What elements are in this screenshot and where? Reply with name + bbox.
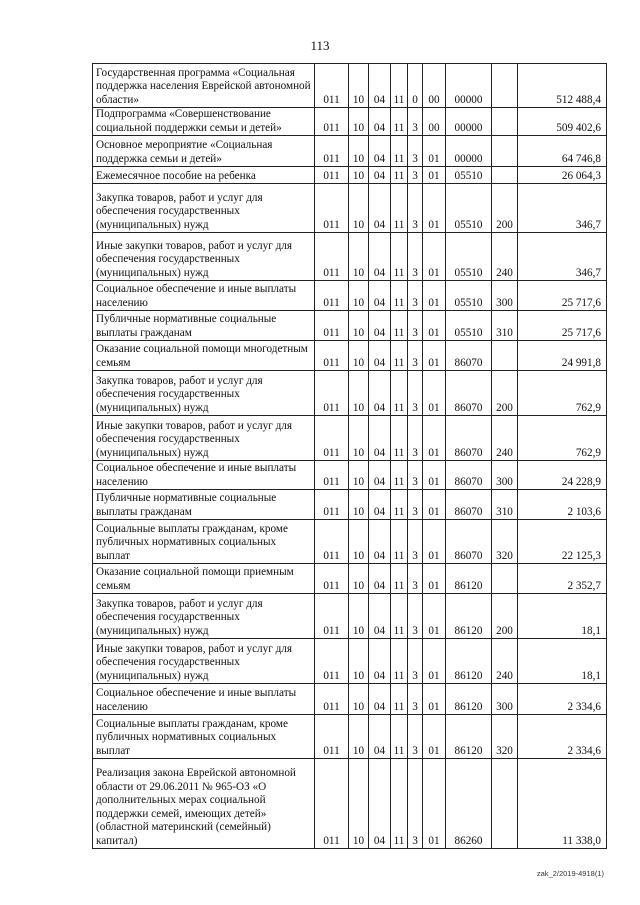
subprogram-code: 3 <box>408 167 423 184</box>
subsection-code: 04 <box>369 108 391 136</box>
section-code: 10 <box>349 461 369 490</box>
amount: 11 338,0 <box>518 759 607 849</box>
expense-direction-code: 00000 <box>446 108 492 136</box>
program-code: 11 <box>391 759 408 849</box>
table-row <box>93 371 607 416</box>
subprogram-code: 3 <box>408 311 423 341</box>
expense-direction-code: 86120 <box>446 639 492 684</box>
ministry-code: 011 <box>315 715 349 759</box>
section-code: 10 <box>349 684 369 715</box>
subprogram-code: 3 <box>408 136 423 167</box>
amount: 25 717,6 <box>518 281 607 311</box>
ministry-code: 011 <box>315 520 349 564</box>
section-code: 10 <box>349 639 369 684</box>
expense-direction-code: 86120 <box>446 594 492 639</box>
amount: 346,7 <box>518 184 607 233</box>
subsection-code: 04 <box>369 715 391 759</box>
row-name: Закупка товаров, работ и услуг для обеспечения государственных (муниципальных) нужд <box>93 371 315 416</box>
main-activity-code: 01 <box>423 715 446 759</box>
row-name: Публичные нормативные социальные выплаты гражданам <box>93 311 315 341</box>
section-code: 10 <box>349 108 369 136</box>
subsection-code: 04 <box>369 167 391 184</box>
section-code: 10 <box>349 64 369 108</box>
program-code: 11 <box>391 416 408 461</box>
amount: 2 334,6 <box>518 715 607 759</box>
section-code: 10 <box>349 520 369 564</box>
main-activity-code: 01 <box>423 564 446 594</box>
expense-type-code: 310 <box>492 490 518 520</box>
section-code: 10 <box>349 184 369 233</box>
ministry-code: 011 <box>315 416 349 461</box>
table-row <box>93 136 607 167</box>
expense-type-code: 240 <box>492 233 518 281</box>
row-name: Публичные нормативные социальные выплаты гражданам <box>93 490 315 520</box>
table-row <box>93 715 607 759</box>
ministry-code: 011 <box>315 759 349 849</box>
table-row <box>93 461 607 490</box>
ministry-code: 011 <box>315 639 349 684</box>
program-code: 11 <box>391 136 408 167</box>
expense-direction-code: 86120 <box>446 564 492 594</box>
expense-type-code: 200 <box>492 371 518 416</box>
expense-type-code <box>492 341 518 371</box>
expense-type-code: 200 <box>492 594 518 639</box>
amount: 25 717,6 <box>518 311 607 341</box>
amount: 24 991,8 <box>518 341 607 371</box>
program-code: 11 <box>391 108 408 136</box>
expense-type-code <box>492 108 518 136</box>
amount: 2 103,6 <box>518 490 607 520</box>
amount: 346,7 <box>518 233 607 281</box>
main-activity-code: 01 <box>423 520 446 564</box>
expense-direction-code: 86070 <box>446 461 492 490</box>
program-code: 11 <box>391 311 408 341</box>
table-row <box>93 341 607 371</box>
table-row <box>93 184 607 233</box>
subprogram-code: 3 <box>408 108 423 136</box>
row-name: Социальное обеспечение и иные выплаты населению <box>93 281 315 311</box>
subsection-code: 04 <box>369 371 391 416</box>
amount: 762,9 <box>518 371 607 416</box>
subsection-code: 04 <box>369 759 391 849</box>
expense-direction-code: 05510 <box>446 281 492 311</box>
section-code: 10 <box>349 416 369 461</box>
section-code: 10 <box>349 715 369 759</box>
expense-type-code: 320 <box>492 715 518 759</box>
subprogram-code: 3 <box>408 233 423 281</box>
row-name: Социальное обеспечение и иные выплаты населению <box>93 461 315 490</box>
section-code: 10 <box>349 341 369 371</box>
expense-direction-code: 00000 <box>446 64 492 108</box>
expense-direction-code: 00000 <box>446 136 492 167</box>
subprogram-code: 3 <box>408 759 423 849</box>
program-code: 11 <box>391 341 408 371</box>
program-code: 11 <box>391 594 408 639</box>
subsection-code: 04 <box>369 64 391 108</box>
expense-type-code: 300 <box>492 461 518 490</box>
section-code: 10 <box>349 490 369 520</box>
subprogram-code: 3 <box>408 281 423 311</box>
subprogram-code: 3 <box>408 715 423 759</box>
program-code: 11 <box>391 520 408 564</box>
program-code: 11 <box>391 233 408 281</box>
expense-direction-code: 86070 <box>446 371 492 416</box>
main-activity-code: 01 <box>423 281 446 311</box>
amount: 22 125,3 <box>518 520 607 564</box>
row-name: Социальные выплаты гражданам, кроме публичных нормативных социальных выплат <box>93 520 315 564</box>
program-code: 11 <box>391 167 408 184</box>
row-name: Иные закупки товаров, работ и услуг для обеспечения государственных (муниципальных) нужд <box>93 416 315 461</box>
row-name: Оказание социальной помощи многодетным семьям <box>93 341 315 371</box>
ministry-code: 011 <box>315 108 349 136</box>
expense-direction-code: 86070 <box>446 490 492 520</box>
row-name: Социальное обеспечение и иные выплаты населению <box>93 684 315 715</box>
amount: 762,9 <box>518 416 607 461</box>
ministry-code: 011 <box>315 461 349 490</box>
section-code: 10 <box>349 281 369 311</box>
table-row <box>93 416 607 461</box>
main-activity-code: 01 <box>423 311 446 341</box>
program-code: 11 <box>391 715 408 759</box>
section-code: 10 <box>349 594 369 639</box>
amount: 64 746,8 <box>518 136 607 167</box>
program-code: 11 <box>391 490 408 520</box>
budget-table-body <box>93 64 607 849</box>
expense-type-code: 310 <box>492 311 518 341</box>
table-row <box>93 594 607 639</box>
amount: 26 064,3 <box>518 167 607 184</box>
subprogram-code: 3 <box>408 341 423 371</box>
section-code: 10 <box>349 311 369 341</box>
subprogram-code: 3 <box>408 639 423 684</box>
program-code: 11 <box>391 64 408 108</box>
program-code: 11 <box>391 564 408 594</box>
table-row <box>93 759 607 849</box>
page-number: 113 <box>310 38 330 53</box>
program-code: 11 <box>391 371 408 416</box>
expense-type-code: 300 <box>492 684 518 715</box>
expense-type-code <box>492 564 518 594</box>
subsection-code: 04 <box>369 594 391 639</box>
expense-type-code: 320 <box>492 520 518 564</box>
expense-direction-code: 86260 <box>446 759 492 849</box>
ministry-code: 011 <box>315 64 349 108</box>
subsection-code: 04 <box>369 639 391 684</box>
program-code: 11 <box>391 639 408 684</box>
expense-direction-code: 86120 <box>446 715 492 759</box>
subprogram-code: 3 <box>408 416 423 461</box>
row-name: Реализация закона Еврейской автономной области от 29.06.2011 № 965-ОЗ «О дополнительных мерах социальной поддержки семей, имеющих детей» (областной материнский (семейный) капитал) <box>93 759 315 849</box>
row-name: Оказание социальной помощи приемным семьям <box>93 564 315 594</box>
row-name: Социальные выплаты гражданам, кроме публичных нормативных социальных выплат <box>93 715 315 759</box>
ministry-code: 011 <box>315 684 349 715</box>
ministry-code: 011 <box>315 341 349 371</box>
main-activity-code: 01 <box>423 461 446 490</box>
main-activity-code: 01 <box>423 371 446 416</box>
main-activity-code: 01 <box>423 639 446 684</box>
subprogram-code: 3 <box>408 371 423 416</box>
table-row <box>93 64 607 108</box>
subprogram-code: 3 <box>408 564 423 594</box>
expense-direction-code: 05510 <box>446 233 492 281</box>
main-activity-code: 01 <box>423 594 446 639</box>
ministry-code: 011 <box>315 564 349 594</box>
program-code: 11 <box>391 461 408 490</box>
subprogram-code: 3 <box>408 520 423 564</box>
expense-type-code <box>492 167 518 184</box>
ministry-code: 011 <box>315 167 349 184</box>
row-name: Государственная программа «Социальная поддержка населения Еврейской автономной области» <box>93 64 315 108</box>
ministry-code: 011 <box>315 594 349 639</box>
section-code: 10 <box>349 564 369 594</box>
main-activity-code: 01 <box>423 416 446 461</box>
amount: 18,1 <box>518 594 607 639</box>
subprogram-code: 3 <box>408 184 423 233</box>
ministry-code: 011 <box>315 281 349 311</box>
row-name: Ежемесячное пособие на ребенка <box>93 167 315 184</box>
expense-direction-code: 86070 <box>446 341 492 371</box>
table-row <box>93 564 607 594</box>
expense-direction-code: 86070 <box>446 520 492 564</box>
subsection-code: 04 <box>369 233 391 281</box>
table-row <box>93 639 607 684</box>
main-activity-code: 01 <box>423 341 446 371</box>
expense-type-code <box>492 136 518 167</box>
table-row <box>93 167 607 184</box>
ministry-code: 011 <box>315 311 349 341</box>
document-code: zak_2/2019-4918(1) <box>536 869 604 878</box>
subsection-code: 04 <box>369 136 391 167</box>
main-activity-code: 00 <box>423 64 446 108</box>
amount: 2 334,6 <box>518 684 607 715</box>
ministry-code: 011 <box>315 490 349 520</box>
subsection-code: 04 <box>369 520 391 564</box>
row-name: Закупка товаров, работ и услуг для обеспечения государственных (муниципальных) нужд <box>93 184 315 233</box>
section-code: 10 <box>349 371 369 416</box>
table-row <box>93 233 607 281</box>
main-activity-code: 01 <box>423 184 446 233</box>
subsection-code: 04 <box>369 341 391 371</box>
table-row <box>93 108 607 136</box>
section-code: 10 <box>349 233 369 281</box>
subsection-code: 04 <box>369 461 391 490</box>
main-activity-code: 01 <box>423 490 446 520</box>
row-name: Подпрограмма «Совершенствование социальной поддержки семьи и детей» <box>93 108 315 136</box>
row-name: Иные закупки товаров, работ и услуг для обеспечения государственных (муниципальных) нужд <box>93 233 315 281</box>
section-code: 10 <box>349 167 369 184</box>
expense-direction-code: 86070 <box>446 416 492 461</box>
expense-direction-code: 05510 <box>446 167 492 184</box>
subsection-code: 04 <box>369 184 391 233</box>
table-row <box>93 520 607 564</box>
row-name: Иные закупки товаров, работ и услуг для обеспечения государственных (муниципальных) нужд <box>93 639 315 684</box>
main-activity-code: 01 <box>423 233 446 281</box>
subsection-code: 04 <box>369 684 391 715</box>
subsection-code: 04 <box>369 416 391 461</box>
subsection-code: 04 <box>369 281 391 311</box>
subprogram-code: 0 <box>408 64 423 108</box>
subprogram-code: 3 <box>408 684 423 715</box>
expense-type-code: 300 <box>492 281 518 311</box>
expense-type-code <box>492 759 518 849</box>
budget-table <box>92 63 607 849</box>
row-name: Основное мероприятие «Социальная поддержка семьи и детей» <box>93 136 315 167</box>
expense-direction-code: 86120 <box>446 684 492 715</box>
subsection-code: 04 <box>369 311 391 341</box>
program-code: 11 <box>391 684 408 715</box>
expense-type-code: 200 <box>492 184 518 233</box>
ministry-code: 011 <box>315 233 349 281</box>
amount: 18,1 <box>518 639 607 684</box>
section-code: 10 <box>349 759 369 849</box>
expense-type-code: 240 <box>492 639 518 684</box>
ministry-code: 011 <box>315 184 349 233</box>
subprogram-code: 3 <box>408 461 423 490</box>
amount: 512 488,4 <box>518 64 607 108</box>
program-code: 11 <box>391 184 408 233</box>
row-name: Закупка товаров, работ и услуг для обеспечения государственных (муниципальных) нужд <box>93 594 315 639</box>
subsection-code: 04 <box>369 564 391 594</box>
main-activity-code: 01 <box>423 684 446 715</box>
subprogram-code: 3 <box>408 594 423 639</box>
table-row <box>93 281 607 311</box>
ministry-code: 011 <box>315 136 349 167</box>
expense-direction-code: 05510 <box>446 184 492 233</box>
section-code: 10 <box>349 136 369 167</box>
subprogram-code: 3 <box>408 490 423 520</box>
program-code: 11 <box>391 281 408 311</box>
main-activity-code: 01 <box>423 759 446 849</box>
table-row <box>93 490 607 520</box>
expense-type-code: 240 <box>492 416 518 461</box>
amount: 509 402,6 <box>518 108 607 136</box>
table-row <box>93 684 607 715</box>
main-activity-code: 00 <box>423 108 446 136</box>
main-activity-code: 01 <box>423 136 446 167</box>
ministry-code: 011 <box>315 371 349 416</box>
amount: 2 352,7 <box>518 564 607 594</box>
table-row <box>93 311 607 341</box>
main-activity-code: 01 <box>423 167 446 184</box>
subsection-code: 04 <box>369 490 391 520</box>
expense-type-code <box>492 64 518 108</box>
expense-direction-code: 05510 <box>446 311 492 341</box>
amount: 24 228,9 <box>518 461 607 490</box>
